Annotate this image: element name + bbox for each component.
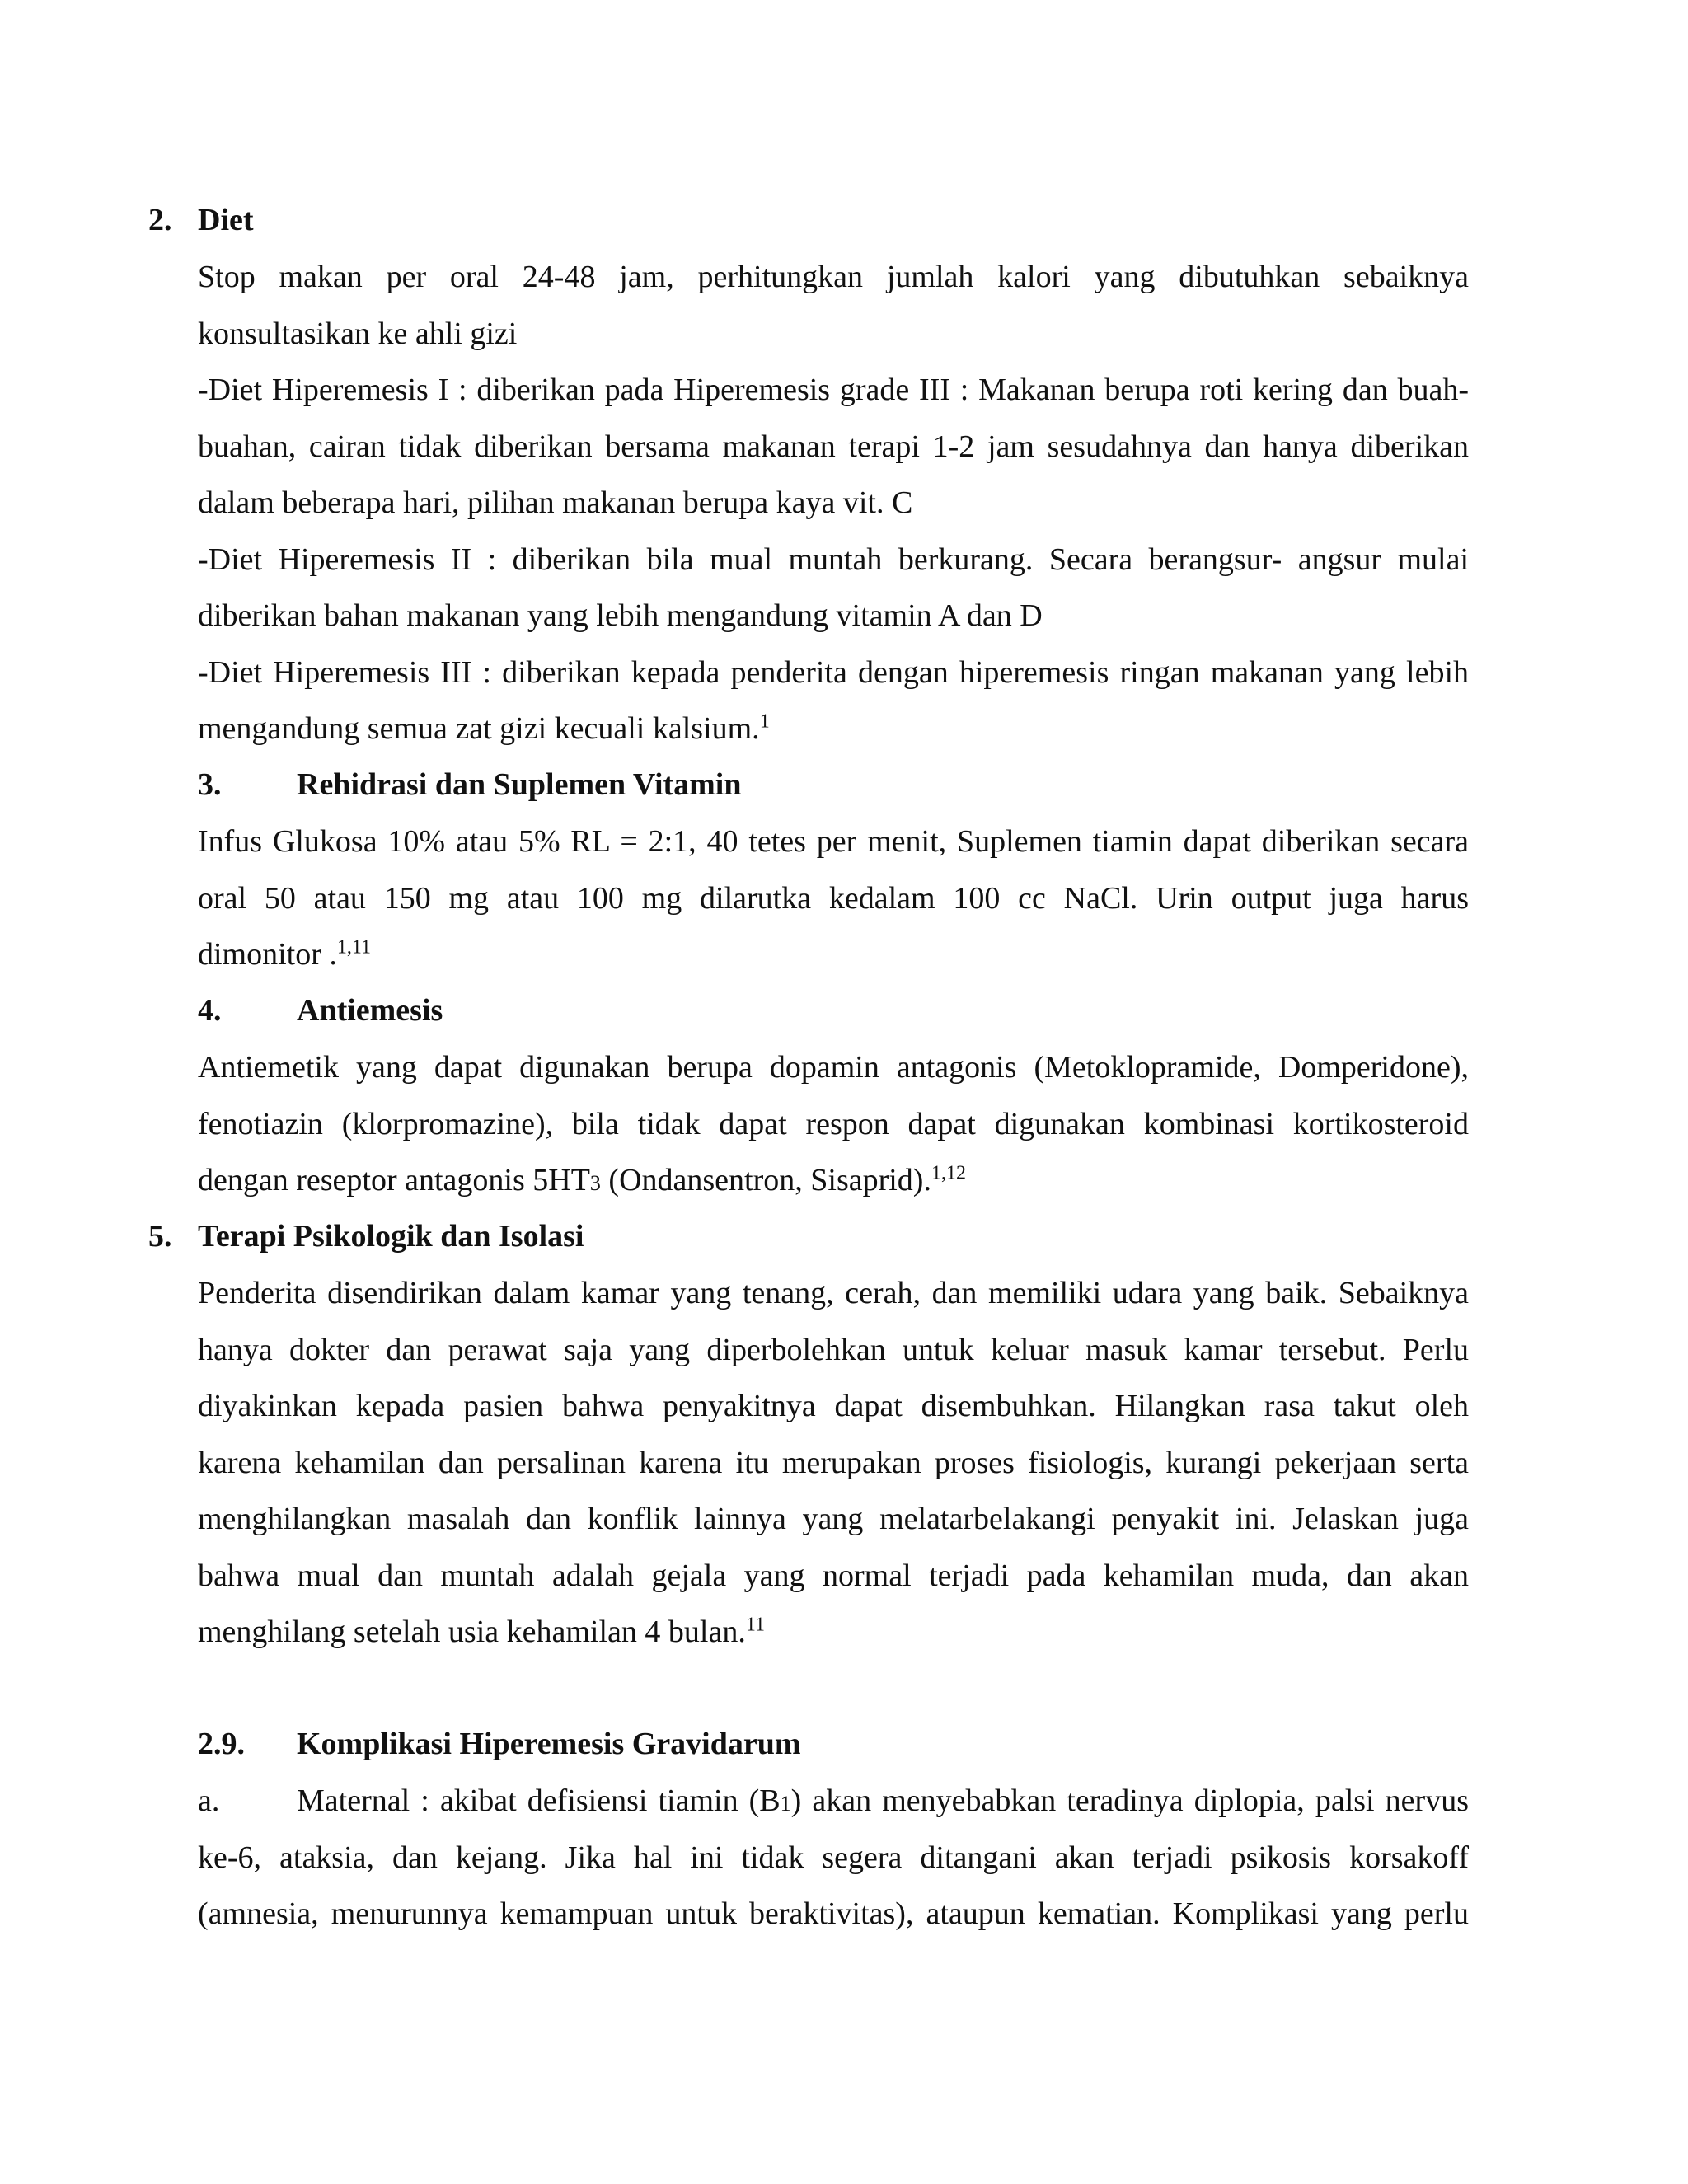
text-line: bahwa mual dan muntah adalah gejala yang normal terjadi pada kehamilan muda, dan akan [198,1558,1469,1593]
text-line [198,1152,1469,1209]
text-line: Penderita disendirikan dalam kamar yang tenang, cerah, dan memiliki udara yang baik. Sebaiknya [198,1276,1469,1310]
text-line [198,926,1469,983]
citation-reference: 1 [759,710,770,733]
text-line: hanya dokter dan perawat saja yang diperbolehkan untuk keluar masuk kamar tersebut. Perlu [198,1332,1469,1367]
paragraph-antiemesis [198,1039,1469,1209]
citation-reference: 1,12 [931,1162,966,1184]
paragraph-rehidrasi [198,813,1469,983]
section-title-rehidrasi: Rehidrasi dan Suplemen Vitamin [297,767,742,802]
text-line-content: mengandung semua zat gizi kecuali kalsium. [198,711,760,746]
section-number-diet: 2. [148,203,172,237]
text-line [198,1773,1469,1830]
text-line-content: dimonitor . [198,937,337,972]
text-line: ke-6, ataksia, dan kejang. Jika hal ini tidak segera ditangani akan terjadi psikosis korsakoff [198,1840,1469,1875]
section-title-psikologik: Terapi Psikologik dan Isolasi [198,1219,584,1254]
text-line: diyakinkan kepada pasien bahwa penyakitnya dapat disembuhkan. Hilangkan rasa takut oleh [198,1389,1469,1423]
text-line: -Diet Hiperemesis II : diberikan bila mual muntah berkurang. Secara berangsur- angsur mulai [198,541,1469,577]
text-line: -Diet Hiperemesis I : diberikan pada Hiperemesis grade III : Makanan berupa roti kering dan buah- [198,373,1469,407]
text-line: fenotiazin (klorpromazine), bila tidak dapat respon dapat digunakan kombinasi kortikosteroid [198,1106,1469,1141]
text-line-content: (Ondansentron, Sisaprid). [600,1163,931,1197]
text-line: -Diet Hiperemesis III : diberikan kepada penderita dengan hiperemesis ringan makanan yang lebih [198,654,1469,690]
paragraph-psikologik [198,1265,1469,1661]
text-line: buahan, cairan tidak diberikan bersama makanan terapi 1-2 jam sesudahnya dan hanya diberikan [198,429,1469,464]
text-line-content: ) akan menyebabkan teradinya diplopia, palsi nervus [790,1783,1469,1818]
text-line: menghilangkan masalah dan konflik lainnya yang melatarbelakangi penyakit ini. Jelaskan juga [198,1502,1469,1536]
citation-reference: 11 [745,1614,765,1636]
section-title-komplikasi: Komplikasi Hiperemesis Gravidarum [297,1727,801,1761]
section-number-rehidrasi: 3. [198,767,222,802]
text-line: Infus Glukosa 10% atau 5% RL = 2:1, 40 tetes per menit, Suplemen tiamin dapat diberikan secara [198,824,1469,859]
text-line-content: Maternal : akibat defisiensi tiamin (B [297,1783,781,1818]
text-line: Antiemetik yang dapat digunakan berupa dopamin antagonis (Metoklopramide, Domperidone), [198,1050,1469,1085]
text-line [198,1604,1469,1661]
text-line: (amnesia, menurunnya kemampuan untuk beraktivitas), ataupun kematian. Komplikasi yang perlu [198,1896,1469,1931]
section-number-antiemesis: 4. [198,993,222,1028]
list-item-letter: a. [198,1783,220,1818]
text-line-content: menghilang setelah usia kehamilan 4 bulan. [198,1615,746,1649]
subscript: 3 [589,1171,601,1195]
text-line: karena kehamilan dan persalinan karena itu merupakan proses fisiologis, kurangi pekerjaan serta [198,1445,1469,1480]
section-title-diet: Diet [198,203,254,237]
text-line-content: dengan reseptor antagonis 5HT [198,1163,590,1197]
citation-reference: 1,11 [336,936,371,958]
section-title-antiemesis: Antiemesis [297,993,443,1028]
text-line [198,701,1469,757]
section-number-komplikasi: 2.9. [198,1727,245,1761]
section-number-psikologik: 5. [148,1219,172,1254]
text-line: diberikan bahan makanan yang lebih mengandung vitamin A dan D [198,598,1043,633]
text-line: oral 50 atau 150 mg atau 100 mg dilarutka kedalam 100 cc NaCl. Urin output juga harus [198,880,1469,916]
text-line: dalam beberapa hari, pilihan makanan berupa kaya vit. C [198,485,913,520]
paragraph-diet [198,249,1469,757]
text-line: konsultasikan ke ahli gizi [198,316,518,351]
paragraph-komplikasi [198,1773,1469,1943]
subscript: 1 [780,1792,791,1816]
text-line: Stop makan per oral 24-48 jam, perhitungkan jumlah kalori yang dibutuhkan sebaiknya [198,260,1469,294]
